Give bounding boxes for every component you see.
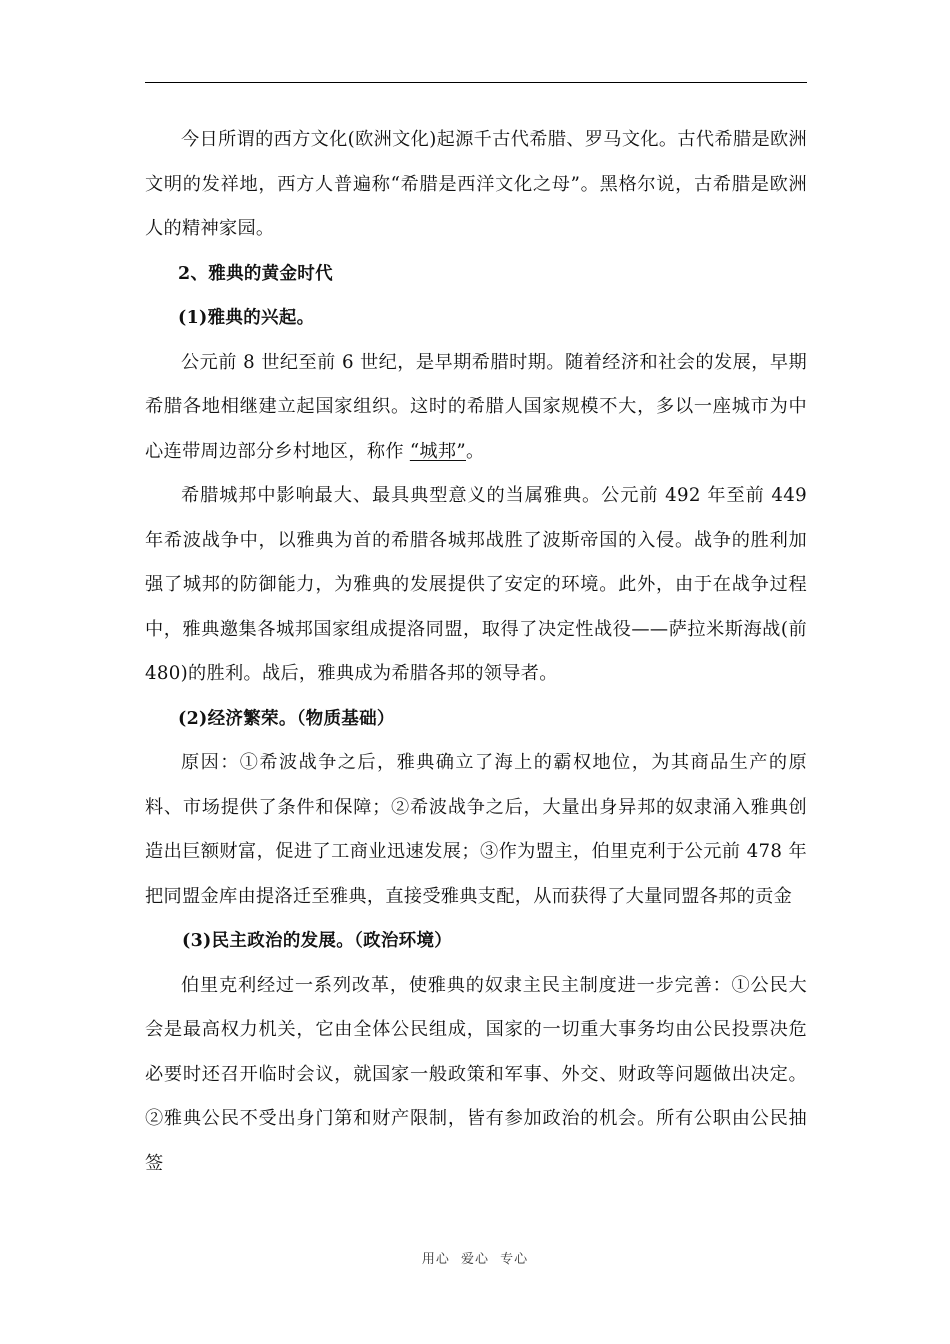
paragraph-early-greece-end: 。 <box>466 440 485 462</box>
subheading-economy: (2)经济繁荣。（物质基础） <box>178 708 395 729</box>
subheading-rise: (1)雅典的兴起。 <box>178 308 315 328</box>
paragraph-economy-reasons: 原因：①希波战争之后，雅典确立了海上的霸权地位，为其商品生产的原料、市场提供了条件和保障；②希波战争之后，大量出身异邦的奴隶涌入雅典创造出巨额财富，促进了工商业迅速发展；③作为盟主，伯里克利于公元前 478 年把同盟金库由提洛迁至雅典，直接受雅典支配，从而获得了大量同盟各邦的贡金 <box>145 752 807 907</box>
header-rule <box>145 82 807 83</box>
paragraph-democracy: 伯里克利经过一系列改革，使雅典的奴隶主民主制度进一步完善：①公民大会是最高权力机关，它由全体公民组成，国家的一切重大事务均由公民投票决危必要时还召开临时会议，就国家一般政策和军事、外交、财政等问题做出决定。②雅典公民不受出身门第和财产限制，皆有参加政治的机会。所有公职由公民抽签 <box>145 974 807 1174</box>
term-city-state: “城邦” <box>409 440 466 462</box>
paragraph-intro: 今日所谓的西方文化(欧洲文化)起源千古代希腊、罗马文化。古代希腊是欧洲文明的发祥地，西方人普遍称“希腊是西洋文化之母”。黑格尔说，古希腊是欧洲人的精神家园。 <box>145 129 807 239</box>
page-footer: 用心 爱心 专心 <box>421 1252 529 1267</box>
subheading-democracy: (3)民主政治的发展。（政治环境） <box>182 931 453 951</box>
paragraph-early-greece-text: 公元前 8 世纪至前 6 世纪，是早期希腊时期。随着经济和社会的发展，早期希腊各地相继建立起国家组织。这时的希腊人国家规模不大，多以一座城市为中心连带周边部分乡村地区，称作 <box>145 351 807 462</box>
document-body <box>145 118 807 1186</box>
section-heading-golden-age: 2、雅典的黄金时代 <box>178 263 333 284</box>
paragraph-athens-war: 希腊城邦中影响最大、最具典型意义的当属雅典。公元前 492 年至前 449 年希波战争中，以雅典为首的希腊各城邦战胜了波斯帝国的入侵。战争的胜利加强了城邦的防御能力，为雅典的发展提供了安定的环境。此外，由于在战争过程中，雅典邀集各城邦国家组成提洛同盟，取得了决定性战役——萨拉米斯海战(前 480)的胜利。战后，雅典成为希腊各邦的领导者。 <box>145 485 807 684</box>
paragraph-early-greece <box>145 341 807 475</box>
